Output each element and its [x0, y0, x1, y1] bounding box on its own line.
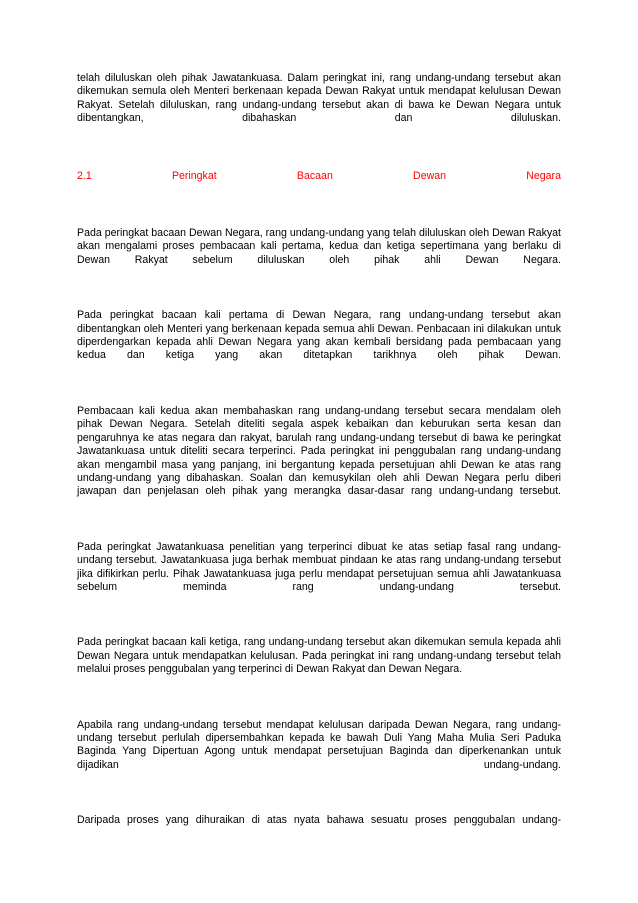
paragraph-dewan-negara: Pada peringkat bacaan Dewan Negara, rang undang-undang yang telah diluluskan oleh Dewan Rakyat akan mengalami proses pembacaan kali pertama, kedua dan ketiga sepertimana yang berlaku di Dewan Rakyat sebelum diluluskan oleh pihak ahli Dewan Negara. — [77, 227, 561, 266]
spacer — [77, 594, 561, 636]
heading-word-bacaan: Bacaan — [296, 169, 333, 182]
paragraph-jawatankuasa: Pada peringkat Jawatankuasa penelitian yang terperinci dibuat ke atas setiap fasal rang undang-undang tersebut. Jawatankuasa juga berhak membuat pindaan ke atas rang undang-undang tersebut jika difikirkan perlu. Pihak Jawatankuasa juga perlu mendapat persetujuan semua ahli Jawatankuasa sebelum meminda rang undang-undang tersebut. — [77, 540, 561, 593]
paragraph-perkenan-agong: Apabila rang undang-undang tersebut mendapat kelulusan daripada Dewan Negara, rang undang-undang tersebut perlulah dipersembahkan kepada ke bawah Duli Yang Maha Mulia Seri Paduka Baginda Yang Dipertuan Agong untuk mendapat persetujuan Baginda dan diperkenankan untuk dijadikan undang-undang. — [77, 718, 561, 771]
heading-word-peringkat: Peringkat — [171, 169, 217, 182]
spacer — [77, 363, 561, 405]
heading-word-negara: Negara — [526, 169, 561, 182]
spacer — [77, 677, 561, 719]
spacer — [77, 499, 561, 541]
paragraph-intro: telah diluluskan oleh pihak Jawatankuasa. Dalam peringkat ini, rang undang-undang tersebut akan dikemukan semula oleh Menteri berkenaan kepada Dewan Rakyat untuk mendapat kelulusan Dewan Rakyat. Setelah diluluskan, rang undang-undang tersebut akan di bawa ke Dewan Negara untuk dibentangkan, dibahaskan dan diluluskan. — [77, 72, 561, 125]
spacer — [77, 183, 561, 227]
heading-number: 2.1 — [77, 169, 92, 182]
heading-word-dewan: Dewan — [413, 169, 447, 182]
paragraph-bacaan-ketiga: Pada peringkat bacaan kali ketiga, rang undang-undang tersebut akan dikemukan semula kepada ahli Dewan Negara untuk mendapatkan kelulusan. Pada peringkat ini rang undang-undang tersebut telah melalui proses penggubalan yang terperinci di Dewan Rakyat dan Dewan Negara. — [77, 636, 561, 676]
paragraph-bacaan-kedua: Pembacaan kali kedua akan membahaskan rang undang-undang tersebut secara mendalam oleh pihak Dewan Negara. Setelah diteliti segala aspek kebaikan dan keburukan serta kesan dan pengaruhnya ke atas negara dan rakyat, barulah rang undang-undang tersebut di bawa ke peringkat Jawatankuasa untuk diteliti secara terperinci. Pada peringkat ini penggubalan rang undang-undang akan mengambil masa yang panjang, ini bergantung kepada persetujuan ahli Dewan ke atas rang undang-undang yang dibahaskan. Soalan dan kemusykilan oleh ahli Dewan Negara perlu diberi jawapan dan penjelasan oleh pihak yang merangka dasar-dasar rang undang-undang tersebut. — [77, 404, 561, 498]
spacer — [77, 126, 561, 170]
spacer — [77, 772, 561, 814]
paragraph-kesimpulan: Daripada proses yang dihuraikan di atas nyata bahawa sesuatu proses penggubalan undang- — [77, 814, 561, 827]
paragraph-bacaan-pertama: Pada peringkat bacaan kali pertama di Dewan Negara, rang undang-undang tersebut akan dibentangkan oleh Menteri yang berkenaan kepada semua ahli Dewan. Penbacaan ini dilakukan untuk diperdengarkan kepada ahli Dewan Negara yang akan kembali bersidang pada pembacaan yang kedua dan ketiga yang akan ditetapkan tarikhnya oleh pihak Dewan. — [77, 309, 561, 362]
section-heading — [77, 170, 561, 183]
document-page — [77, 72, 561, 828]
spacer — [77, 267, 561, 309]
